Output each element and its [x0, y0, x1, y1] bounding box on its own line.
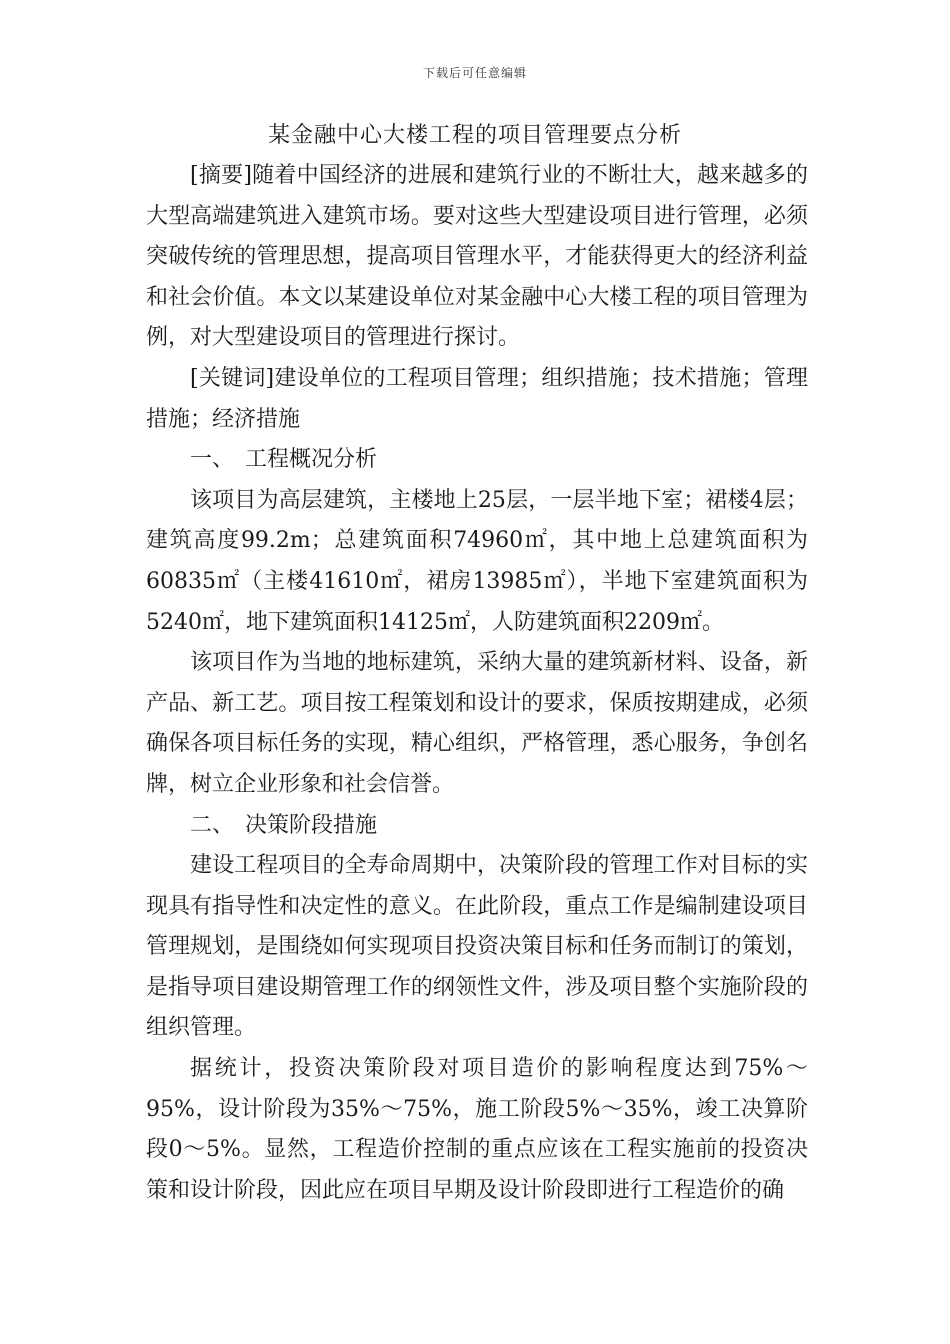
keywords-paragraph: [关键词]建设单位的工程项目管理；组织措施；技术措施；管理措施；经济措施 — [146, 365, 808, 432]
body-paragraph: 建设工程项目的全寿命周期中，决策阶段的管理工作对目标的实现具有指导性和决定性的意义。在此阶段，重点工作是编制建设项目管理规划，是围绕如何实现项目投资决策目标和任务而制订的策划，是指导项目建设期管理工作的纲领性文件，涉及项目整个实施阶段的组织管理。 — [146, 853, 808, 1041]
document-title: 某金融中心大楼工程的项目管理要点分析 — [267, 123, 682, 148]
body-paragraph: 据统计，投资决策阶段对项目造价的影响程度达到75%～95%，设计阶段为35%～75%，施工阶段5%～35%，竣工决算阶段0～5%。显然，工程造价控制的重点应该在工程实施前的投资决策和设计阶段，因此应在项目早期及设计阶段即进行工程造价的确 — [146, 1056, 808, 1203]
header-note: 下载后可任意编辑 — [422, 66, 527, 80]
document-body — [146, 156, 808, 1211]
body-paragraph: 该项目为高层建筑，主楼地上25层，一层半地下室；裙楼4层；建筑高度99.2m；总建筑面积74960㎡，其中地上总建筑面积为60835㎡（主楼41610㎡，裙房13985㎡），半地下室建筑面积为5240㎡，地下建筑面积14125㎡，人防建筑面积2209㎡。 — [146, 487, 808, 635]
abstract-paragraph: [摘要]随着中国经济的进展和建筑行业的不断壮大，越来越多的大型高端建筑进入建筑市场。要对这些大型建设项目进行管理，必须突破传统的管理思想，提高项目管理水平，才能获得更大的经济利益和社会价值。本文以某建设单位对某金融中心大楼工程的项目管理为例，对大型建设项目的管理进行探讨。 — [146, 163, 808, 351]
section-heading-1: 一、 工程概况分析 — [190, 447, 378, 473]
section-heading-2: 二、 决策阶段措施 — [190, 812, 378, 838]
body-paragraph: 该项目作为当地的地标建筑，采纳大量的建筑新材料、设备，新产品、新工艺。项目按工程策划和设计的要求，保质按期建成，必须确保各项目标任务的实现，精心组织，严格管理，悉心服务，争创名牌，树立企业形象和社会信誉。 — [146, 650, 808, 797]
